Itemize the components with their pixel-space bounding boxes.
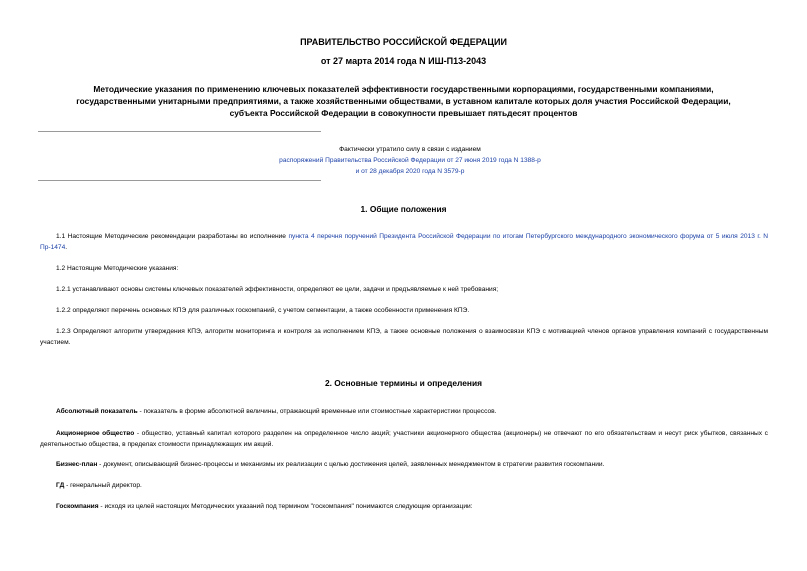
term-label: Госкомпания (56, 503, 99, 510)
title-line-2: государственными унитарными предприятиями, а также хозяйственными обществами, в уставном капитале которых доля участия Российской Федерации, (76, 96, 731, 106)
term-definition: - документ, описывающий бизнес-процессы и механизмы их реализации с целью достижения целей, заявленных менеджментом в стратегии развития госкомпании. (97, 461, 605, 468)
term-definition: - исходя из целей настоящих Методических указаний под термином "госкомпания" понимаются следующие организации: (98, 503, 473, 510)
divider-bottom (38, 180, 321, 181)
status-note-link-1[interactable]: распоряжений Правительства Российской Федерации от 27 июня 2019 года N 1388-р (279, 157, 541, 164)
definition-absolute-indicator (40, 407, 768, 418)
paragraph-1-2-text: 1.2 Настоящие Методические указания: (56, 265, 179, 272)
paragraph-1-2 (40, 264, 768, 275)
term-label: Бизнес-план (56, 461, 98, 468)
status-note (260, 144, 560, 177)
paragraph-1-2-1-text: 1.2.1 устанавливают основы системы ключевых показателей эффективности, определяют ее цели, задачи и предъявляемые к ней требования; (56, 286, 499, 293)
term-label: Абсолютный показатель (56, 408, 138, 415)
title-line-1: Методические указания по применению ключевых показателей эффективности государственными корпорациями, государственными компаниями, (93, 84, 714, 94)
paragraph-1-2-2 (40, 306, 768, 317)
definition-joint-stock-company (40, 429, 768, 450)
section-2-heading: 2. Основные термины и определения (324, 378, 482, 388)
paragraph-1-1-text: 1.1 Настоящие Методические рекомендации разработаны во исполнение (56, 233, 289, 240)
presidential-order-link[interactable]: пункта 4 перечня поручений Президента Российской Федерации по итогам Петербургского международного экономического форума от 5 июля 2013 г. N Пр-1474 (40, 233, 768, 251)
section-1-heading: 1. Общие положения (360, 204, 447, 214)
paragraph-1-2-3 (40, 327, 768, 348)
title-line-3: субъекта Российской Федерации в совокупности превышает пятьдесят процентов (229, 108, 578, 118)
status-note-link-2[interactable]: и от 28 декабря 2020 года N 3579-р (355, 168, 465, 175)
divider-top (38, 131, 321, 132)
definition-business-plan (40, 460, 768, 471)
status-note-text: Фактически утратило силу в связи с изданием (339, 146, 481, 153)
paragraph-1-1-end: . (65, 243, 68, 251)
definition-gd (40, 481, 768, 492)
paragraph-1-2-3-text: 1.2.3 Определяют алгоритм утверждения КПЭ, алгоритм мониторинга и контроля за исполнением КПЭ, а также основные положения о взаимосвязи КПЭ с мотивацией членов органов управления компаний с государственным участием. (40, 328, 768, 346)
document-date-number: от 27 марта 2014 года N ИШ-П13-2043 (320, 56, 487, 66)
document-title (0, 83, 807, 119)
paragraph-1-2-2-text: 1.2.2 определяют перечень основных КПЭ для различных госкомпаний, с учетом сегментации, а также особенности применения КПЭ. (56, 307, 470, 314)
definition-state-company (40, 502, 768, 513)
term-label: Акционерное общество (56, 430, 135, 437)
paragraph-1-1 (40, 232, 768, 253)
term-definition: - генеральный директор. (64, 482, 142, 489)
issuer-heading: ПРАВИТЕЛЬСТВО РОССИЙСКОЙ ФЕДЕРАЦИИ (300, 37, 507, 47)
term-definition: - общество, уставный капитал которого разделен на определенное число акций; участники акционерного общества (акционеры) не отвечают по его обязательствам и несут риск убытков, связанных с деятельностью общества, в пределах стоимости принадлежащих им акций. (40, 430, 768, 448)
term-definition: - показатель в форме абсолютной величины, отражающий временные или стоимостные характеристики процессов. (137, 408, 497, 415)
paragraph-1-2-1 (40, 285, 768, 296)
term-label: ГД (56, 482, 65, 489)
